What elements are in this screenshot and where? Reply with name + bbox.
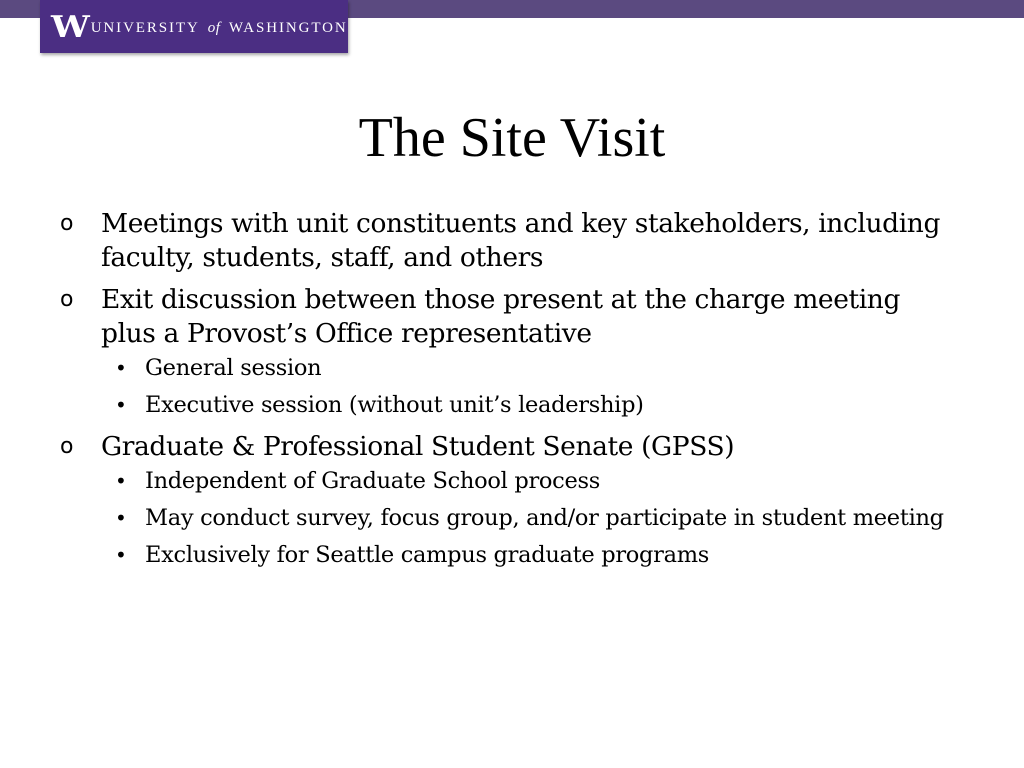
- sub-bullet-marker: •: [115, 469, 127, 493]
- bullet-marker: o: [60, 434, 74, 459]
- sub-bullet-list: [101, 466, 960, 570]
- sub-bullet-list: [101, 353, 960, 420]
- sub-bullet-text: May conduct survey, focus group, and/or participate in student meeting: [145, 505, 944, 531]
- sub-bullet-item: [60, 466, 960, 496]
- sub-bullet-marker: •: [115, 506, 127, 530]
- sub-bullet-text: Executive session (without unit’s leadership): [145, 392, 644, 418]
- bullet-text: Graduate & Professional Student Senate (GPSS): [101, 431, 735, 462]
- bullet-text: Exit discussion between those present at the charge meeting plus a Provost’s Office representative: [101, 284, 901, 349]
- slide-title: The Site Visit: [358, 107, 666, 169]
- sub-bullet-text: Exclusively for Seattle campus graduate programs: [145, 542, 709, 568]
- wordmark-washington: WASHINGTON: [228, 19, 348, 36]
- sub-bullet-text: General session: [145, 355, 322, 381]
- bullet-item: [60, 283, 960, 420]
- bullet-item: [60, 207, 960, 275]
- bullet-item: [60, 430, 960, 570]
- sub-bullet-marker: •: [115, 393, 127, 417]
- sub-bullet-marker: •: [115, 543, 127, 567]
- bullet-text: Meetings with unit constituents and key stakeholders, including faculty, students, staff, and others: [101, 208, 941, 273]
- sub-bullet-marker: •: [115, 356, 127, 380]
- sub-bullet-item: [60, 503, 960, 533]
- wordmark-university: UNIVERSITY: [90, 19, 200, 36]
- sub-bullet-item: [60, 390, 960, 420]
- wordmark-of: of: [207, 19, 221, 36]
- uw-w-logo-mark: W: [51, 10, 89, 45]
- sub-bullet-item: [60, 540, 960, 570]
- bullet-list: [60, 207, 960, 580]
- sub-bullet-text: Independent of Graduate School process: [145, 468, 600, 494]
- uw-logo: [40, 0, 348, 53]
- uw-wordmark: [91, 21, 348, 36]
- bullet-marker: o: [60, 287, 74, 312]
- sub-bullet-item: [60, 353, 960, 383]
- bullet-marker: o: [60, 211, 74, 236]
